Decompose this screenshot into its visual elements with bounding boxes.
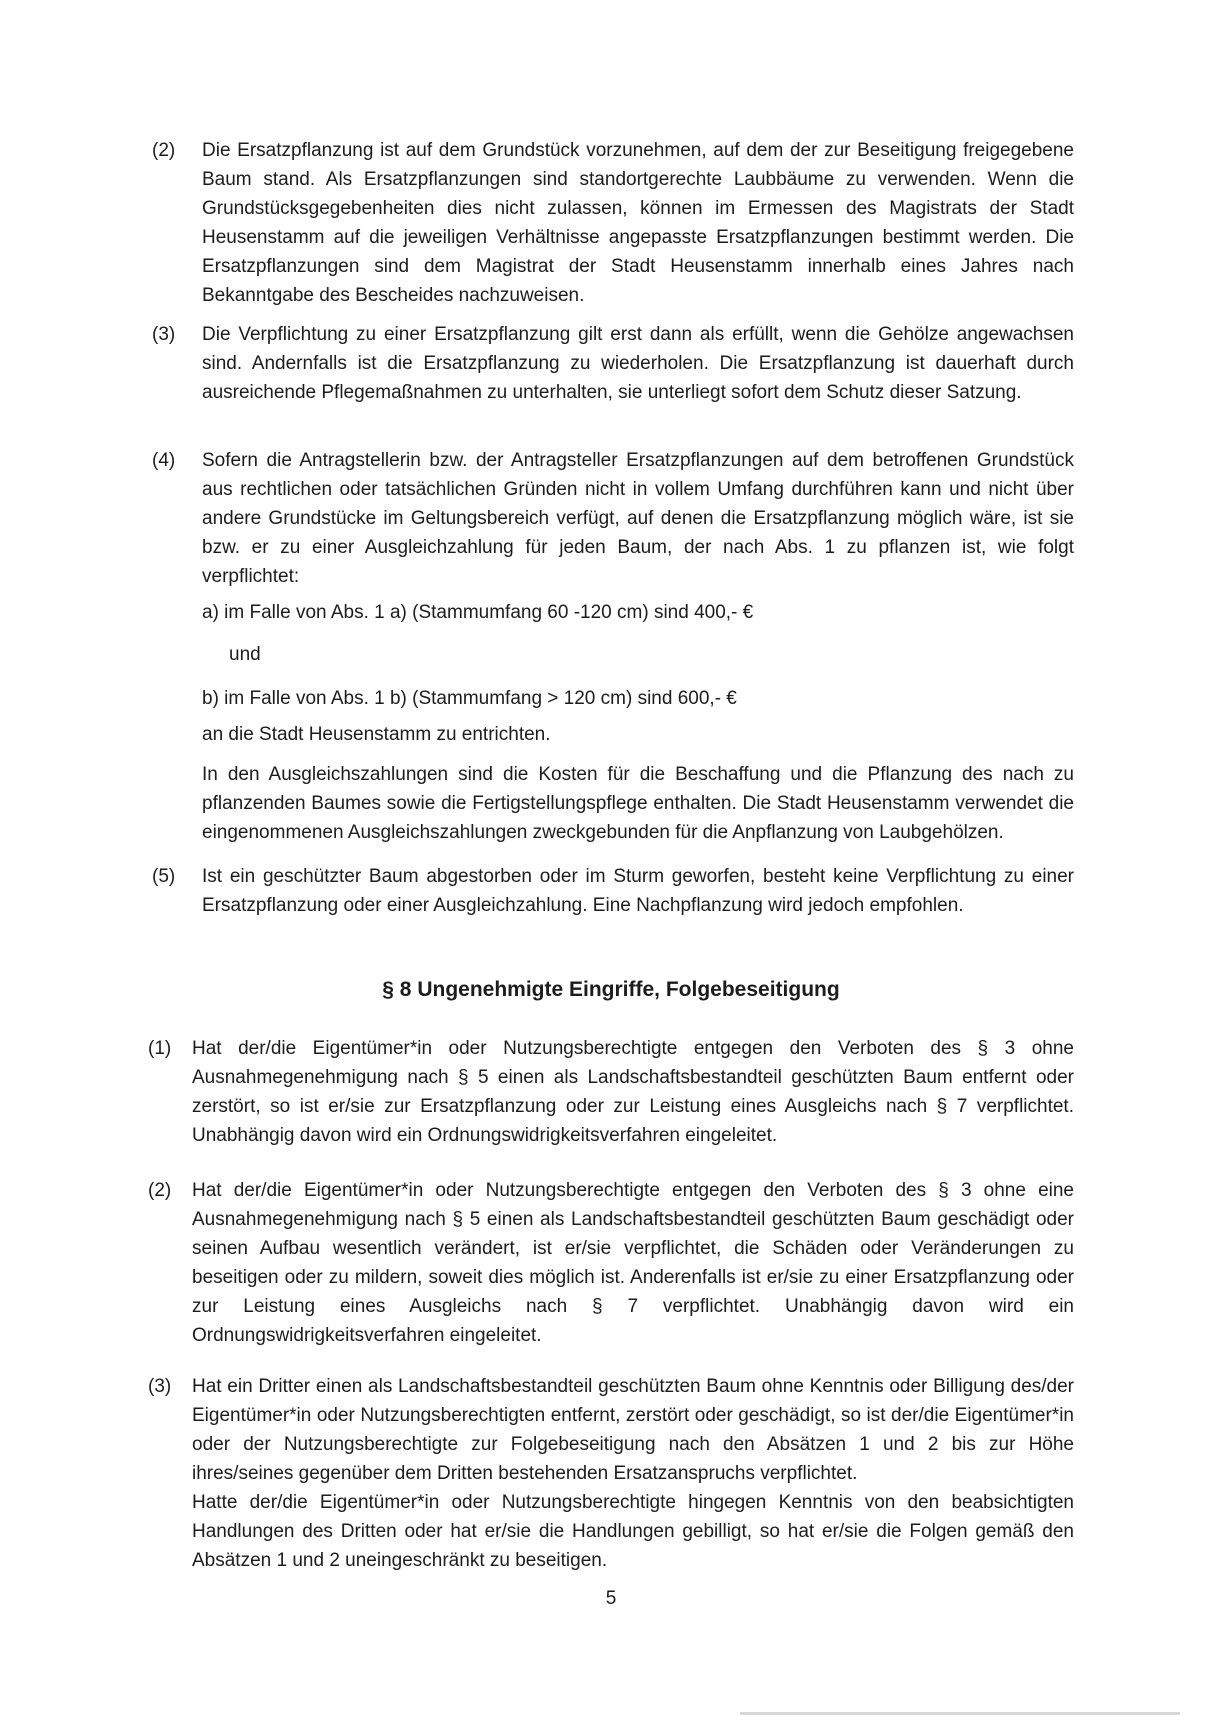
paragraph-7-5 [152, 862, 1074, 920]
paragraph-7-3 [152, 320, 1074, 407]
paragraph-text: Die Verpflichtung zu einer Ersatzpflanzung gilt erst dann als erfüllt, wenn die Gehölze angewachsen sind. Andernfalls ist die Ersatzpflanzung zu wiederholen. Die Ersatzpflanzung ist dauerhaft durch ausreichende Pflegemaßnahmen zu unterhalten, sie unterliegt sofort dem Schutz dieser Satzung. [202, 324, 1074, 403]
section-heading: § 8 Ungenehmigte Eingriffe, Folgebeseitigung [382, 978, 840, 1001]
paragraph-number: (5) [152, 866, 176, 887]
payment-option-a [152, 598, 1074, 627]
list-item: und [229, 644, 261, 665]
list-item: a) im Falle von Abs. 1 a) (Stammumfang 60 -120 cm) sind 400,- € [202, 602, 754, 623]
paragraph-7-4 [152, 446, 1074, 591]
paragraph-text: Sofern die Antragstellerin bzw. der Antragsteller Ersatzpflanzungen auf dem betroffenen Grundstück aus rechtlichen oder tatsächlichen Gründen nicht in vollem Umfang durchführen kann und nicht über andere Grundstücke im Geltungsbereich verfügt, auf denen die Ersatzpflanzung möglich wäre, ist sie bzw. er zu einer Ausgleichzahlung für jeden Baum, der nach Abs. 1 zu pflanzen ist, wie folgt verpflichtet: [202, 450, 1074, 587]
paragraph-number: (2) [148, 1180, 172, 1201]
payment-recipient [152, 720, 1074, 749]
paragraph-number: (2) [152, 140, 176, 161]
paragraph-number: (4) [152, 450, 176, 471]
paragraph-8-1 [148, 1034, 1074, 1150]
paragraph-7-2 [152, 136, 1074, 310]
paragraph-number: (3) [152, 324, 176, 345]
paragraph-text: Hat der/die Eigentümer*in oder Nutzungsberechtigte entgegen den Verboten des § 3 ohne eine Ausnahmegenehmigung nach § 5 einen als Landschaftsbestandteil geschützten Baum geschädigt oder seinen Aufbau wesentlich verändert, ist er/sie verpflichtet, die Schäden oder Veränderungen zu beseitigen oder zu mildern, soweit dies möglich ist. Anderenfalls ist er/sie zu einer Ersatzpflanzung oder zur Leistung eines Ausgleichs nach § 7 verpflichtet. Unabhängig davon wird ein Ordnungswidrigkeitsverfahren eingeleitet. [192, 1180, 1074, 1346]
paragraph-7-4-tail [152, 760, 1074, 847]
paragraph-text-part: Hat ein Dritter einen als Landschaftsbestandteil geschützten Baum ohne Kenntnis oder Billigung des/der Eigentümer*in oder Nutzungsberechtigten entfernt, zerstört oder geschädigt, so ist der/die Eigentümer*in oder der Nutzungsberechtigte zur Folgebeseitigung nach den Absätzen 1 und 2 bis zur Höhe ihres/seines gegenüber dem Dritten bestehenden Ersatzanspruchs verpflichtet. [192, 1376, 1074, 1484]
paragraph-text [192, 1372, 1074, 1575]
payment-option-b [152, 684, 1074, 713]
list-item: b) im Falle von Abs. 1 b) (Stammumfang > 120 cm) sind 600,- € [202, 688, 737, 709]
page-number: 5 [605, 1588, 617, 1609]
scan-artifact [740, 1712, 1180, 1715]
paragraph-8-2 [148, 1176, 1074, 1350]
paragraph-text: Ist ein geschützter Baum abgestorben oder im Sturm geworfen, besteht keine Verpflichtung zu einer Ersatzpflanzung oder einer Ausgleichzahlung. Eine Nachpflanzung wird jedoch empfohlen. [202, 866, 1074, 916]
paragraph-text: Die Ersatzpflanzung ist auf dem Grundstück vorzunehmen, auf dem der zur Beseitigung freigegebene Baum stand. Als Ersatzpflanzungen sind standortgerechte Laubbäume zu verwenden. Wenn die Grundstücksgegebenheiten dies nicht zulassen, können im Ermessen des Magistrats der Stadt Heusenstamm auf die jeweiligen Verhältnisse angepasste Ersatzpflanzungen bestimmt werden. Die Ersatzpflanzungen sind dem Magistrat der Stadt Heusenstamm innerhalb eines Jahres nach Bekanntgabe des Bescheides nachzuweisen. [202, 140, 1074, 306]
paragraph-text-part: Hatte der/die Eigentümer*in oder Nutzungsberechtigte hingegen Kenntnis von den beabsichtigten Handlungen des Dritten oder hat er/sie die Handlungen gebilligt, so hat er/sie die Folgen gemäß den Absätzen 1 und 2 uneingeschränkt zu beseitigen. [192, 1492, 1074, 1571]
paragraph-number: (1) [148, 1038, 172, 1059]
conjunction-und [152, 640, 1074, 669]
paragraph-text: In den Ausgleichszahlungen sind die Kosten für die Beschaffung und die Pflanzung des nach zu pflanzenden Baumes sowie die Fertigstellungspflege enthalten. Die Stadt Heusenstamm verwendet die eingenommenen Ausgleichszahlungen zweckgebunden für die Anpflanzung von Laubgehölzen. [202, 764, 1074, 843]
paragraph-number: (3) [148, 1376, 172, 1397]
paragraph-text: Hat der/die Eigentümer*in oder Nutzungsberechtigte entgegen den Verboten des § 3 ohne Ausnahmegenehmigung nach § 5 einen als Landschaftsbestandteil geschützten Baum entfernt oder zerstört, so ist er/sie zur Ersatzpflanzung oder zur Leistung eines Ausgleichs nach § 7 verpflichtet. Unabhängig davon wird ein Ordnungswidrigkeitsverfahren eingeleitet. [192, 1038, 1074, 1146]
list-item: an die Stadt Heusenstamm zu entrichten. [202, 724, 551, 745]
paragraph-8-3 [148, 1372, 1074, 1575]
